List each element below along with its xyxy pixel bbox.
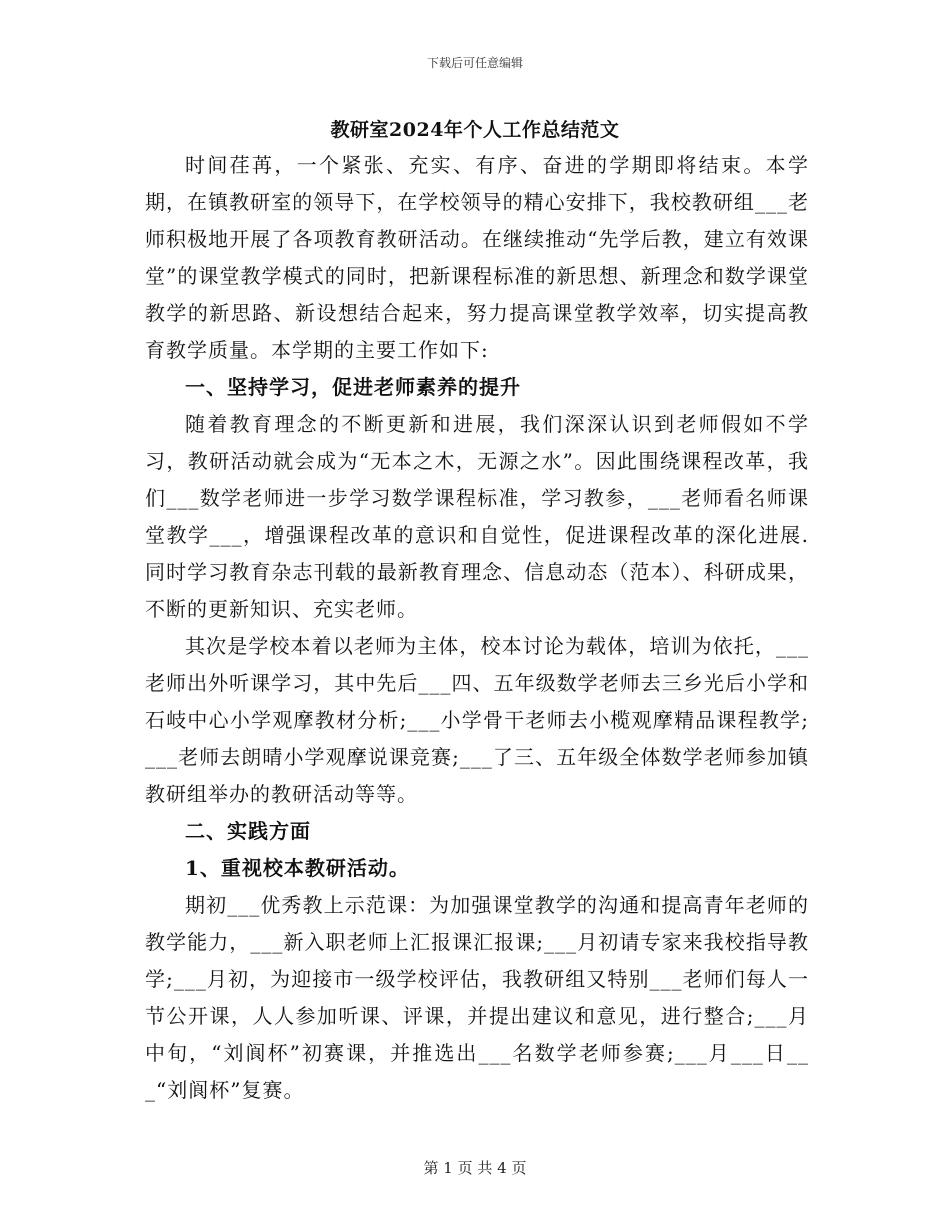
section-heading-2: 二、实践方面 (185, 819, 311, 843)
header-note: 下载后可任意编辑 (426, 56, 523, 70)
intro-paragraph: 时间荏苒，一个紧张、充实、有序、奋进的学期即将结束。本学期，在镇教研室的领导下，在学校领导的精心安排下，我校教研组___老师积极地开展了各项教育教研活动。在继续推动“先学后教，建立有效课堂”的课堂教学模式的同时，把新课程标准的新思想、新理念和数学课堂教学的新思路、新设想结合起来，努力提高课堂教学效率，切实提高教育教学质量。本学期的主要工作如下: (145, 153, 809, 362)
body-paragraph: 期初___优秀教上示范课：为加强课堂教学的沟通和提高青年老师的教学能力，___新入职老师上汇报课汇报课;___月初请专家来我校指导教学;___月初，为迎接市一级学校评估，我教研组又特别___老师们每人一节公开课，人人参加听课、评课，并提出建议和意见，进行整合;___月中旬，“刘阆杯”初赛课，并推选出___名数学老师参赛;___月___日___“刘阆杯”复赛。 (145, 893, 809, 1102)
page-number-footer: 第 1 页 共 4 页 (423, 1159, 527, 1177)
body-paragraph: 其次是学校本着以老师为主体，校本讨论为载体，培训为依托，___老师出外听课学习，其中先后___四、五年级数学老师去三乡光后小学和石岐中心小学观摩教材分析;___小学骨干老师去小榄观摩精品课程教学;___老师去朗晴小学观摩说课竞赛;___了三、五年级全体数学老师参加镇教研组举办的教研活动等等。 (145, 634, 809, 806)
section-heading-1: 一、坚持学习，促进老师素养的提升 (185, 375, 521, 399)
document-body (145, 147, 809, 1109)
subsection-heading-1: 1、重视校本教研活动。 (185, 856, 410, 880)
body-paragraph: 随着教育理念的不断更新和进展，我们深深认识到老师假如不学习，教研活动就会成为“无本之木，无源之水”。因此围绕课程改革，我们___数学老师进一步学习数学课程标准，学习教参，___老师看名师课堂教学___，增强课程改革的意识和自觉性，促进课程改革的深化进展.同时学习教育杂志刊载的最新教育理念、信息动态（范本）、科研成果，不断的更新知识、充实老师。 (145, 412, 809, 621)
document-title: 教研室2024年个人工作总结范文 (330, 119, 620, 141)
